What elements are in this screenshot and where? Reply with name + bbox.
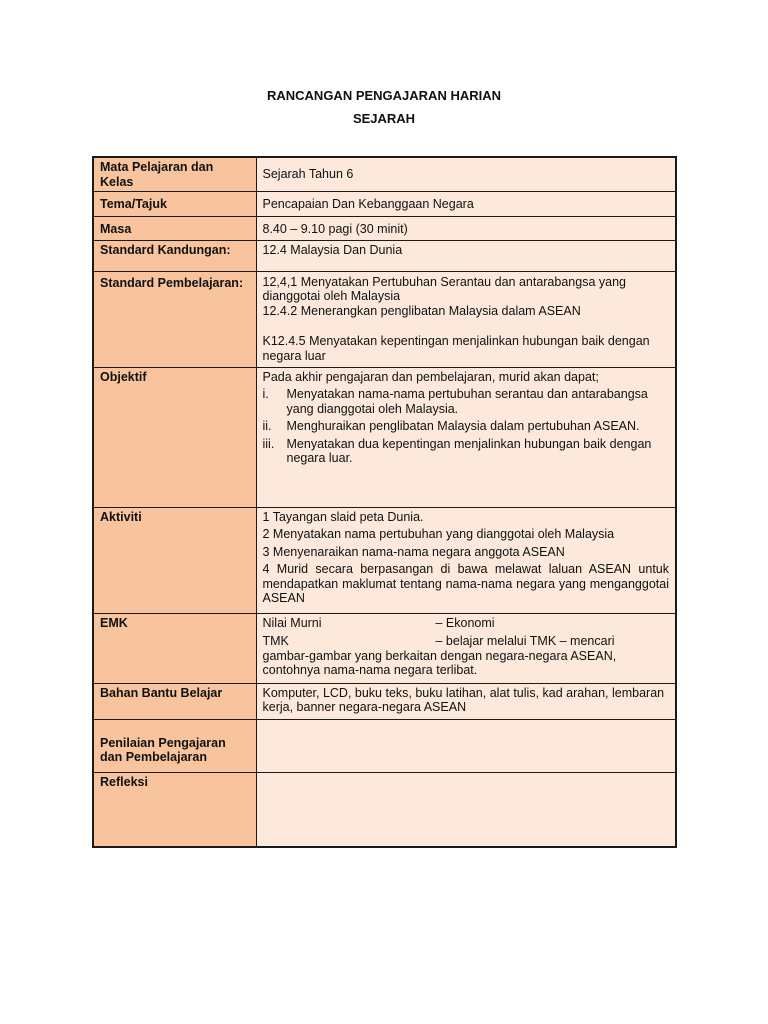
list-text: Menyatakan nama-nama pertubuhan serantau dan antarabangsa yang dianggotai oleh Malaysia. — [286, 387, 648, 416]
row-standard-pembelajaran — [93, 271, 676, 367]
row-label: Standard Pembelajaran: — [93, 271, 256, 367]
standard-line: K12.4.5 Menyatakan kepentingan menjalinkan hubungan baik dengan negara luar — [262, 334, 650, 363]
row-label: Refleksi — [93, 772, 256, 847]
emk-tmk-row — [263, 634, 670, 649]
row-value — [256, 772, 676, 847]
list-number: iii. — [262, 436, 275, 451]
row-standard-kandungan — [93, 240, 676, 271]
emk-tmk-continuation: gambar-gambar yang berkaitan dengan negara-negara ASEAN, contohnya nama-nama negara terlibat. — [262, 648, 617, 677]
row-mata-pelajaran — [93, 157, 676, 191]
row-value — [256, 367, 676, 507]
row-emk — [93, 613, 676, 683]
row-objektif — [93, 367, 676, 507]
document-subject: SEJARAH — [352, 111, 416, 126]
activity-item: 3 Menyenaraikan nama-nama negara anggota ASEAN — [262, 544, 565, 559]
row-label: Objektif — [93, 367, 256, 507]
row-value: Komputer, LCD, buku teks, buku latihan, alat tulis, kad arahan, lembaran kerja, banner negara-negara ASEAN — [256, 683, 676, 719]
row-label: EMK — [93, 613, 256, 683]
objektif-list — [263, 387, 670, 466]
list-text: Menghuraikan penglibatan Malaysia dalam pertubuhan ASEAN. — [286, 419, 640, 433]
row-label: Aktiviti — [93, 507, 256, 613]
row-label: Bahan Bantu Belajar — [93, 683, 256, 719]
row-label: Standard Kandungan: — [93, 240, 256, 271]
row-aktiviti — [93, 507, 676, 613]
row-value: 8.40 – 9.10 pagi (30 minit) — [256, 216, 676, 240]
standard-line: 12,4,1 Menyatakan Pertubuhan Serantau dan antarabangsa yang dianggotai oleh Malaysia — [262, 274, 626, 303]
emk-value: – Ekonomi — [435, 615, 495, 630]
emk-nilai-row — [263, 616, 670, 631]
lesson-plan-table — [92, 156, 677, 848]
emk-value: – belajar melalui TMK – mencari — [435, 634, 615, 648]
row-value — [256, 507, 676, 613]
row-label: Masa — [93, 216, 256, 240]
row-value: 12.4 Malaysia Dan Dunia — [256, 240, 676, 271]
document-title: RANCANGAN PENGAJARAN HARIAN — [266, 88, 501, 103]
row-value: Pencapaian Dan Kebanggaan Negara — [256, 191, 676, 216]
row-value: Sejarah Tahun 6 — [256, 157, 676, 191]
standard-line: 12.4.2 Menerangkan penglibatan Malaysia dalam ASEAN — [262, 303, 581, 318]
activity-item: 4 Murid secara berpasangan di bawa melawat laluan ASEAN untuk mendapatkan maklumat tentang nama-nama negara yang menganggotai ASEAN — [262, 562, 669, 605]
activity-item: 1 Tayangan slaid peta Dunia. — [262, 509, 424, 524]
row-label: Mata Pelajaran dan Kelas — [93, 157, 256, 191]
row-label: Tema/Tajuk — [93, 191, 256, 216]
row-refleksi — [93, 772, 676, 847]
row-value — [256, 613, 676, 683]
row-masa — [93, 216, 676, 240]
row-bahan-bantu-belajar — [93, 683, 676, 719]
row-value — [256, 719, 676, 772]
list-item — [263, 387, 670, 416]
list-item — [263, 437, 670, 466]
list-text: Menyatakan dua kepentingan menjalinkan hubungan baik dengan negara luar. — [286, 436, 652, 465]
list-item — [263, 419, 670, 434]
row-tema — [93, 191, 676, 216]
activity-item: 2 Menyatakan nama pertubuhan yang dianggotai oleh Malaysia — [262, 527, 615, 541]
row-value — [256, 271, 676, 367]
row-label: Penilaian Pengajaran dan Pembelajaran — [93, 719, 256, 772]
emk-key: Nilai Murni — [262, 615, 322, 630]
objektif-intro: Pada akhir pengajaran dan pembelajaran, murid akan dapat; — [262, 369, 599, 384]
list-number: ii. — [262, 419, 272, 433]
row-penilaian — [93, 719, 676, 772]
emk-key: TMK — [262, 634, 289, 648]
list-number: i. — [262, 387, 269, 401]
